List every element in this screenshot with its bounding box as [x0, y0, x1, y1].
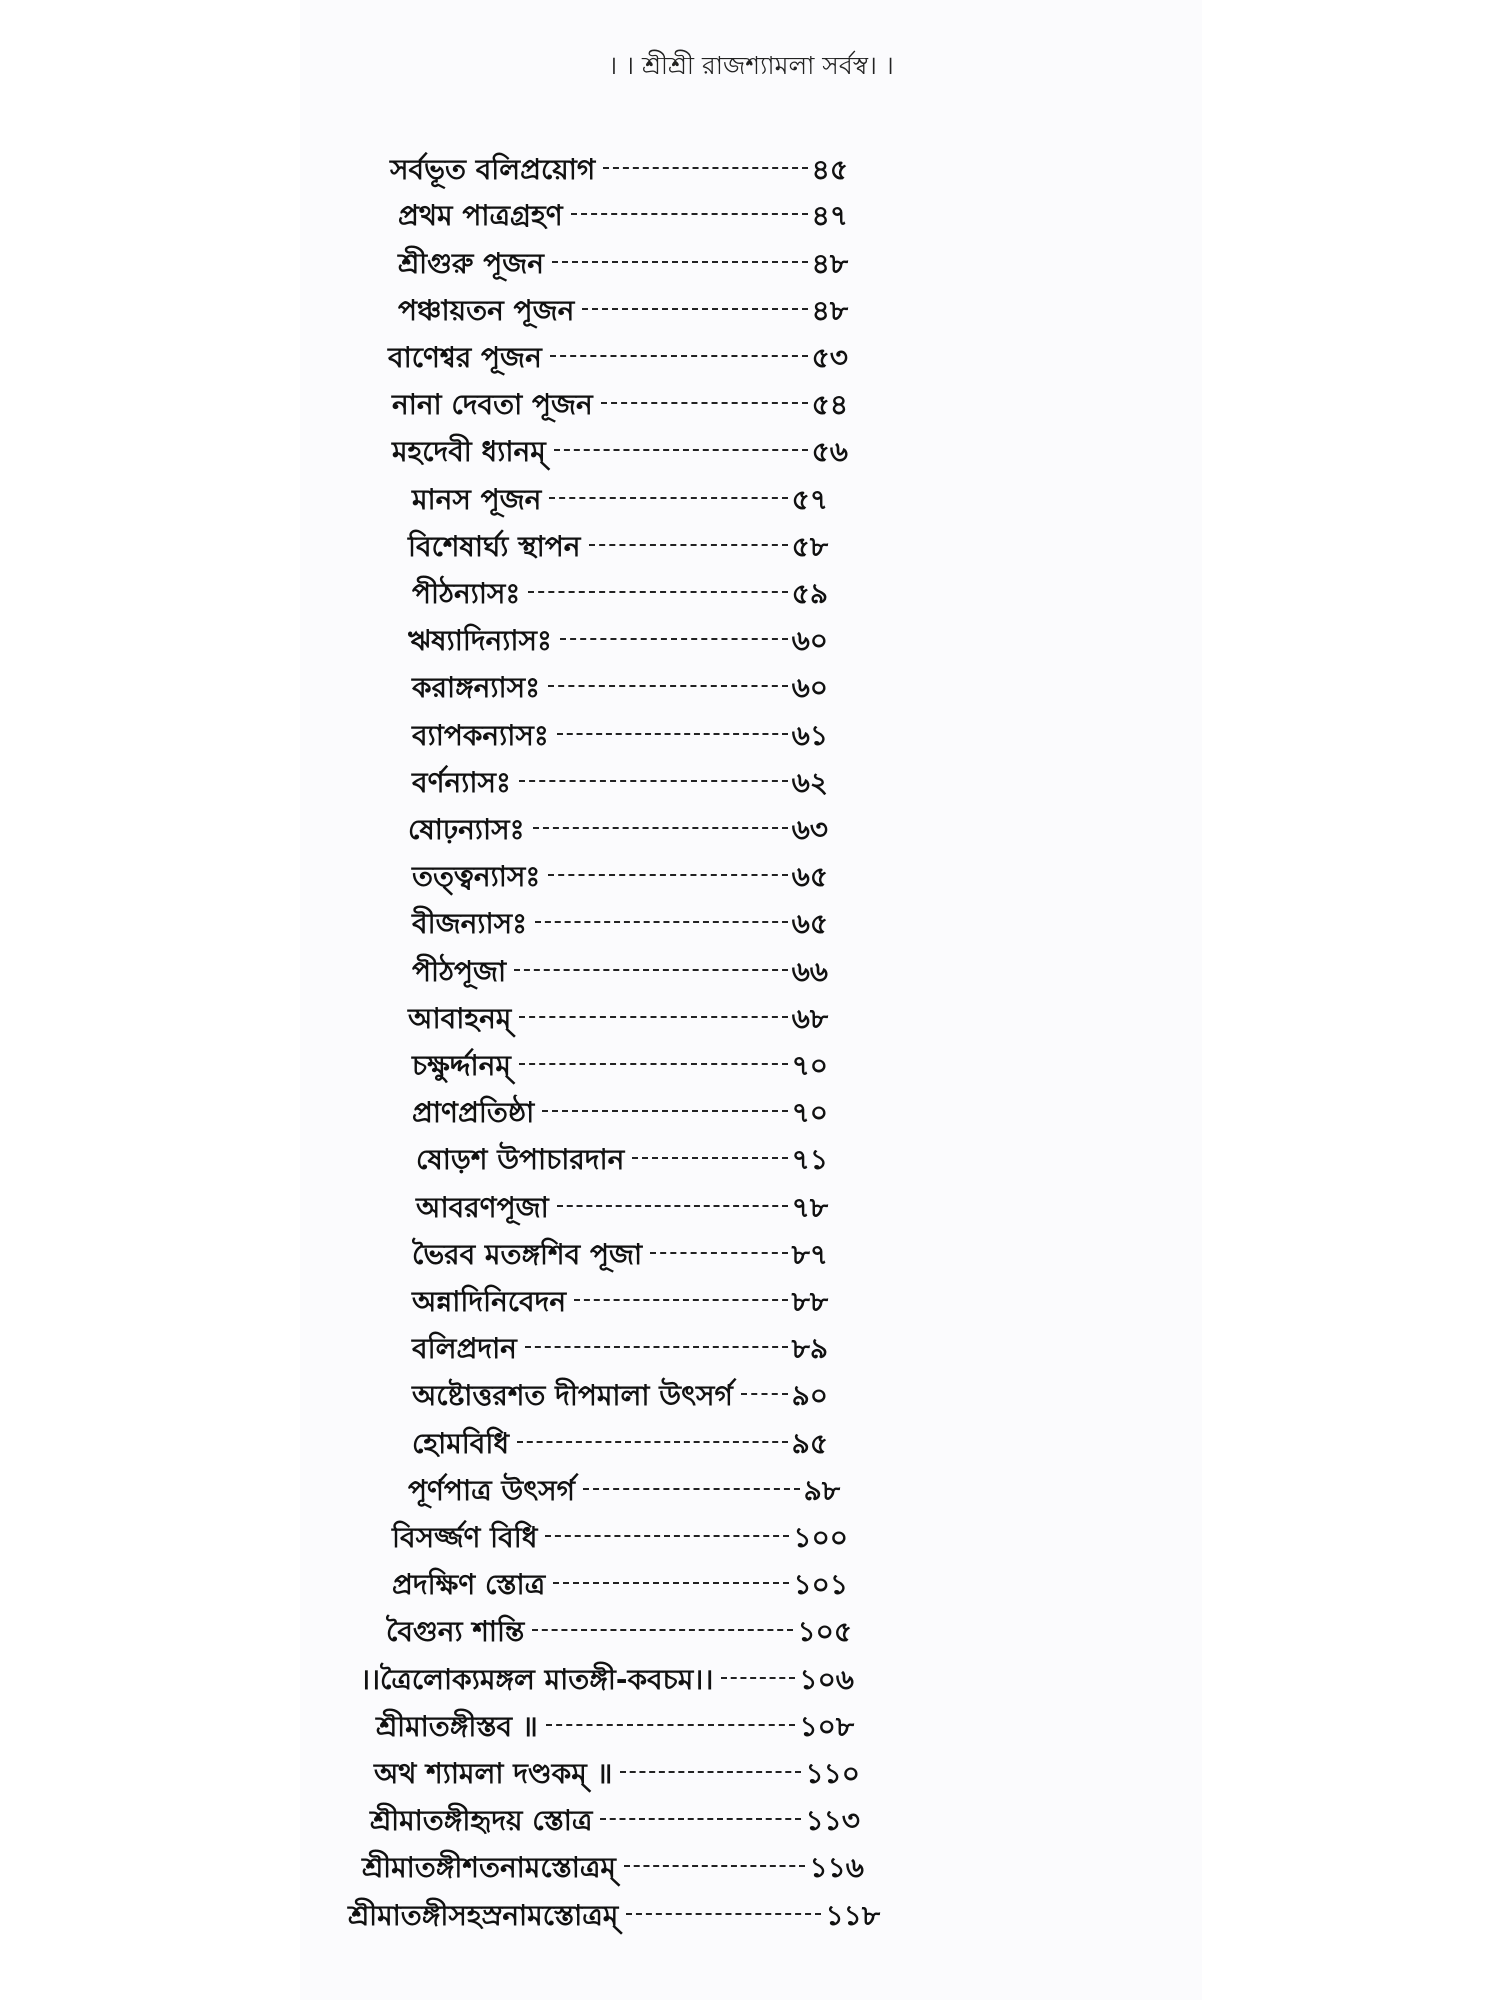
toc-entry — [412, 572, 828, 612]
toc-entry — [412, 902, 828, 942]
table-of-contents — [300, 0, 1202, 2000]
toc-entry — [412, 666, 828, 706]
toc-entry-title: পূর্ণপাত্র উৎসর্গ — [408, 1474, 576, 1507]
dash-leader — [519, 780, 788, 782]
dash-leader — [519, 1016, 787, 1018]
toc-entry-page-number: ৭৮ — [791, 1191, 828, 1224]
toc-entry — [412, 1233, 828, 1273]
toc-entry-title: ষোঢ়ন্যাসঃ — [408, 813, 525, 846]
toc-entry-title: পীঠন্যাসঃ — [412, 577, 521, 610]
toc-entry-page-number: ৭১ — [791, 1143, 828, 1176]
dash-leader — [517, 1441, 788, 1443]
toc-entry-page-number: ৯০ — [791, 1379, 828, 1412]
toc-entry — [388, 336, 848, 376]
toc-entry-title: প্রাণপ্রতিষ্ঠা — [412, 1096, 535, 1129]
toc-entry-page-number: ৪৫ — [811, 153, 848, 186]
toc-entry — [412, 714, 828, 754]
toc-entry-page-number: ৫৯ — [791, 577, 828, 610]
toc-entry-title: শ্রীমাতঙ্গীহৃদয় স্তোত্র — [370, 1804, 593, 1837]
dash-leader — [525, 1346, 788, 1348]
toc-entry-title: অষ্টোত্তরশত দীপমালা উৎসর্গ — [412, 1379, 733, 1412]
toc-entry-title: বীজন্যাসঃ — [412, 907, 528, 940]
toc-entry-page-number: ৯৫ — [791, 1427, 828, 1460]
toc-entry-title: পীঠপূজা — [412, 955, 507, 988]
toc-entry-title: শ্রীমাতঙ্গীশতনামস্তোত্রম্ — [362, 1851, 616, 1884]
toc-entry-title: সর্বভূত বলিপ্রয়োগ — [390, 153, 596, 186]
toc-entry-title: ভৈরব মতঙ্গশিব পূজা — [412, 1238, 643, 1271]
dash-leader — [545, 1535, 789, 1537]
toc-entry-title: বাণেশ্বর পূজন — [388, 341, 542, 374]
toc-entry-page-number: ৬৩ — [791, 813, 828, 846]
toc-entry — [392, 1563, 848, 1603]
dash-leader — [548, 685, 788, 687]
toc-entry-title: মহদেবী ধ্যানম্ — [392, 435, 546, 468]
dash-leader — [560, 638, 788, 640]
toc-entry — [416, 1186, 828, 1226]
toc-entry-page-number: ৬৫ — [791, 907, 828, 940]
dash-leader — [514, 969, 787, 971]
toc-entry — [392, 383, 848, 423]
toc-entry-title: আবরণপূজা — [416, 1191, 549, 1224]
toc-entry — [408, 1469, 840, 1509]
toc-entry-page-number: ৮৭ — [791, 1238, 828, 1271]
toc-entry — [412, 1374, 828, 1414]
toc-entry-page-number: ৬১ — [791, 719, 828, 752]
toc-entry-page-number: ১১৩ — [805, 1804, 860, 1837]
toc-entry-title: ঋষ্যাদিন্যাসঃ — [408, 624, 552, 657]
toc-entry-page-number: ৬৫ — [791, 860, 828, 893]
toc-entry-title: মানস পূজন — [412, 483, 542, 516]
toc-entry-title: তত্ত্বন্যাসঃ — [412, 860, 541, 893]
toc-entry-title: বিসর্জ্জণ বিধি — [392, 1521, 538, 1554]
toc-entry-page-number: ৪৮ — [811, 294, 848, 327]
toc-entry — [416, 1138, 828, 1178]
dash-leader — [589, 544, 788, 546]
toc-entry-page-number: ৭০ — [791, 1049, 828, 1082]
toc-entry-page-number: ৫৩ — [811, 341, 848, 374]
dash-leader — [650, 1252, 787, 1254]
toc-entry — [412, 1044, 828, 1084]
toc-entry — [376, 1705, 854, 1745]
toc-entry — [412, 478, 828, 518]
toc-entry-title: বলিপ্রদান — [412, 1332, 517, 1365]
toc-entry — [360, 1658, 854, 1698]
toc-entry-title: অন্নাদিনিবেদন — [412, 1285, 567, 1318]
toc-entry — [392, 1516, 848, 1556]
toc-entry-page-number: ৪৮ — [811, 247, 848, 280]
toc-entry — [412, 1280, 828, 1320]
dash-leader — [533, 827, 788, 829]
dash-leader — [601, 402, 808, 404]
dash-leader — [571, 213, 808, 215]
toc-entry-title: প্রদক্ষিণ স্তোত্র — [392, 1568, 546, 1601]
toc-entry-title: বৈগুন্য শান্তি — [386, 1615, 525, 1648]
document-page — [300, 0, 1202, 2000]
toc-entry — [386, 1610, 852, 1650]
toc-entry-title: প্রথম পাত্রগ্রহণ — [398, 199, 563, 232]
dash-leader — [582, 308, 807, 310]
dash-leader — [632, 1157, 787, 1159]
toc-entry — [412, 950, 828, 990]
dash-leader — [532, 1629, 793, 1631]
dash-leader — [620, 1771, 801, 1773]
toc-entry — [408, 619, 828, 659]
toc-entry-title: চক্ষুর্দ্দানম্ — [412, 1049, 511, 1082]
toc-entry-page-number: ৬০ — [791, 624, 828, 657]
toc-entry-page-number: ৭০ — [791, 1096, 828, 1129]
toc-entry-page-number: ১১৮ — [825, 1899, 880, 1932]
toc-entry — [412, 1091, 828, 1131]
toc-entry-page-number: ১১৬ — [809, 1851, 864, 1884]
dash-leader — [550, 355, 808, 357]
toc-entry — [408, 525, 828, 565]
toc-entry-page-number: ১০৬ — [799, 1663, 854, 1696]
dash-leader — [721, 1677, 795, 1679]
toc-entry — [390, 148, 848, 188]
dash-leader — [542, 1110, 787, 1112]
toc-entry-title: ষোড়শ উপাচারদান — [416, 1143, 625, 1176]
toc-entry-page-number: ৫৪ — [811, 388, 848, 421]
toc-entry-title: ।।ত্রৈলোক্যমঙ্গল মাতঙ্গী-কবচম।। — [360, 1663, 714, 1696]
toc-entry-page-number: ৫৭ — [791, 483, 828, 516]
dash-leader — [519, 1063, 788, 1065]
dash-leader — [548, 874, 787, 876]
toc-entry — [398, 289, 848, 329]
dash-leader — [549, 497, 787, 499]
dash-leader — [600, 1818, 801, 1820]
toc-entry-title: আবাহনম্ — [408, 1002, 512, 1035]
dash-leader — [546, 1724, 796, 1726]
toc-entry-page-number: ১০৫ — [797, 1615, 852, 1648]
toc-entry-page-number: ৬৬ — [791, 955, 828, 988]
toc-entry-title: শ্রীগুরু পূজন — [398, 247, 544, 280]
toc-entry-page-number: ৬০ — [791, 671, 828, 704]
toc-entry — [392, 430, 848, 470]
toc-entry — [398, 242, 848, 282]
dash-leader — [553, 1582, 789, 1584]
dash-leader — [528, 591, 787, 593]
toc-entry-page-number: ৫৮ — [791, 530, 828, 563]
running-header: । । শ্রীশ্রী রাজশ্যামলা সর্বস্ব। । — [608, 51, 894, 80]
toc-entry-title: ব্যাপকন্যাসঃ — [412, 719, 549, 752]
dash-leader — [535, 921, 788, 923]
dash-leader — [624, 1865, 805, 1867]
toc-entry-title: বর্ণন্যাসঃ — [412, 766, 511, 799]
toc-entry — [412, 761, 828, 801]
toc-entry-title: নানা দেবতা পূজন — [392, 388, 593, 421]
toc-entry — [412, 1422, 828, 1462]
toc-entry — [348, 1894, 880, 1934]
dash-leader — [741, 1393, 788, 1395]
toc-entry-title: হোমবিধি — [412, 1427, 510, 1460]
toc-entry-title: পঞ্চায়তন পূজন — [398, 294, 575, 327]
toc-entry-page-number: ৫৬ — [811, 435, 848, 468]
toc-entry-page-number: ৯৮ — [803, 1474, 840, 1507]
toc-entry-page-number: ৬৮ — [791, 1002, 828, 1035]
toc-entry-page-number: ৪৭ — [811, 199, 848, 232]
toc-entry-title: বিশেষার্ঘ্য স্থাপন — [408, 530, 581, 563]
dash-leader — [626, 1913, 821, 1915]
toc-entry-page-number: ১০১ — [793, 1568, 848, 1601]
toc-entry — [408, 808, 828, 848]
dash-leader — [554, 449, 808, 451]
toc-entry-page-number: ১১০ — [805, 1757, 860, 1790]
toc-entry — [398, 194, 848, 234]
dash-leader — [557, 733, 788, 735]
toc-entry-page-number: ৮৮ — [791, 1285, 828, 1318]
toc-entry — [412, 1327, 828, 1367]
toc-entry-page-number: ৮৯ — [791, 1332, 828, 1365]
dash-leader — [557, 1205, 788, 1207]
dash-leader — [574, 1299, 788, 1301]
toc-entry — [362, 1846, 864, 1886]
toc-entry-title: অথ শ্যামলা দণ্ডকম্ ॥ — [374, 1757, 613, 1790]
toc-entry — [408, 997, 828, 1037]
dash-leader — [583, 1488, 800, 1490]
dash-leader — [603, 167, 807, 169]
toc-entry — [374, 1752, 860, 1792]
dash-leader — [552, 261, 808, 263]
toc-entry-title: শ্রীমাতঙ্গীস্তব ॥ — [376, 1710, 538, 1743]
toc-entry-page-number: ৬২ — [791, 766, 828, 799]
toc-entry-page-number: ১০৮ — [799, 1710, 854, 1743]
toc-entry-title: করাঙ্গন্যাসঃ — [412, 671, 541, 704]
toc-entry — [370, 1799, 860, 1839]
toc-entry — [412, 855, 828, 895]
toc-entry-title: শ্রীমাতঙ্গীসহস্রনামস্তোত্রম্ — [348, 1899, 619, 1932]
toc-entry-page-number: ১০০ — [793, 1521, 848, 1554]
